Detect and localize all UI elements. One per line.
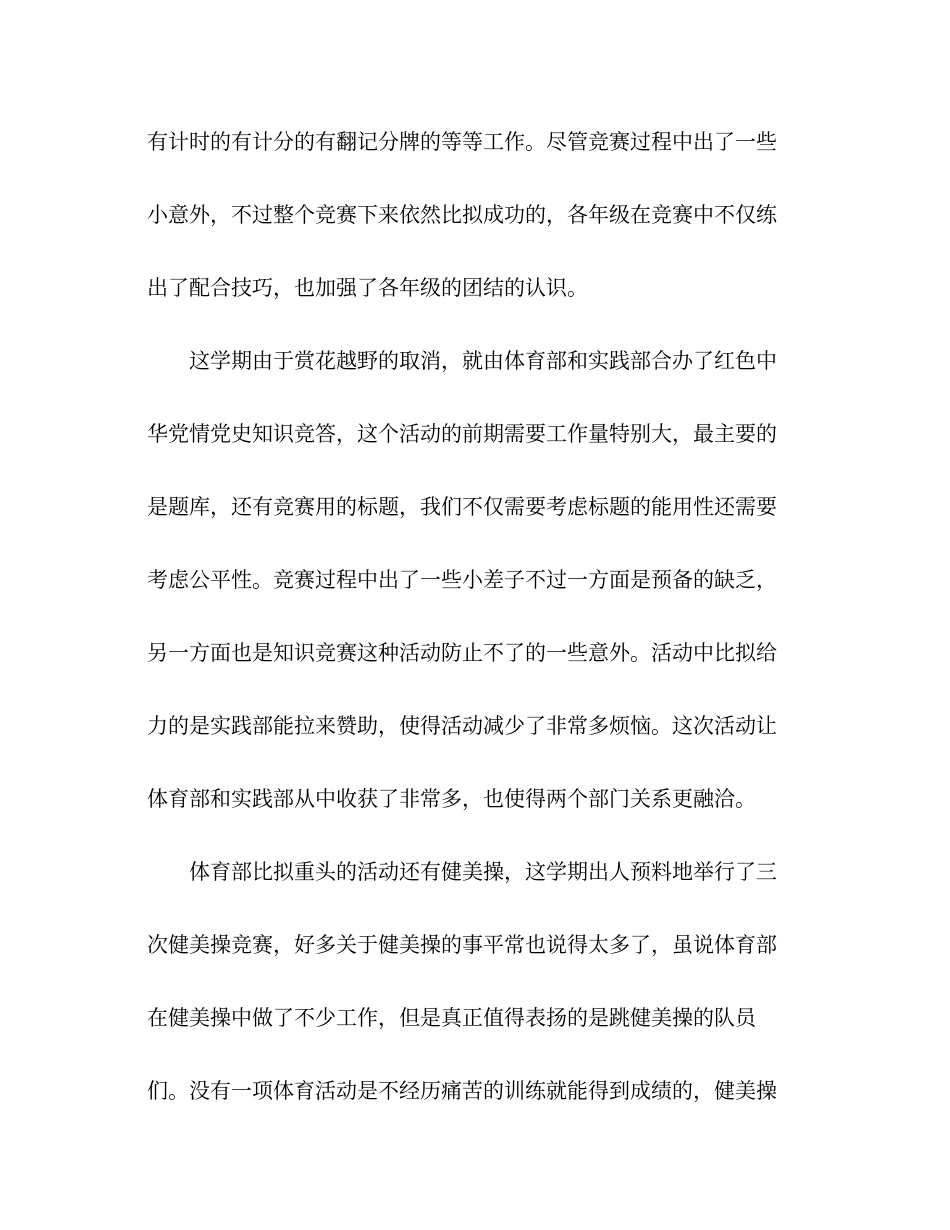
text-line: 是题库，还有竞赛用的标题，我们不仅需要考虑标题的能用性还需要: [147, 495, 777, 519]
text-line: 出了配合技巧，也加强了各年级的团结的认识。: [147, 276, 588, 300]
text-line: 考虑公平性。竞赛过程中出了一些小差子不过一方面是预备的缺乏，: [147, 568, 777, 592]
paragraph-first-line: 体育部比拟重头的活动还有健美操，这学期出人预料地举行了三: [189, 860, 777, 884]
text-line: 在健美操中做了不少工作，但是真正值得表扬的是跳健美操的队员: [147, 1006, 756, 1030]
paragraph-first-line: 这学期由于赏花越野的取消，就由体育部和实践部合办了红色中: [189, 349, 777, 373]
text-line: 体育部和实践部从中收获了非常多，也使得两个部门关系更融洽。: [147, 787, 756, 811]
text-line: 有计时的有计分的有翻记分牌的等等工作。尽管竞赛过程中出了一些: [147, 130, 777, 154]
text-line: 另一方面也是知识竞赛这种活动防止不了的一些意外。活动中比拟给: [147, 641, 777, 665]
text-line: 小意外，不过整个竞赛下来依然比拟成功的，各年级在竞赛中不仅练: [147, 203, 777, 227]
text-line: 们。没有一项体育活动是不经历痛苦的训练就能得到成绩的，健美操: [147, 1079, 777, 1103]
text-line: 次健美操竞赛，好多关于健美操的事平常也说得太多了，虽说体育部: [147, 933, 777, 957]
text-line: 华党情党史知识竞答，这个活动的前期需要工作量特别大，最主要的: [147, 422, 777, 446]
text-line: 力的是实践部能拉来赞助，使得活动减少了非常多烦恼。这次活动让: [147, 714, 777, 738]
